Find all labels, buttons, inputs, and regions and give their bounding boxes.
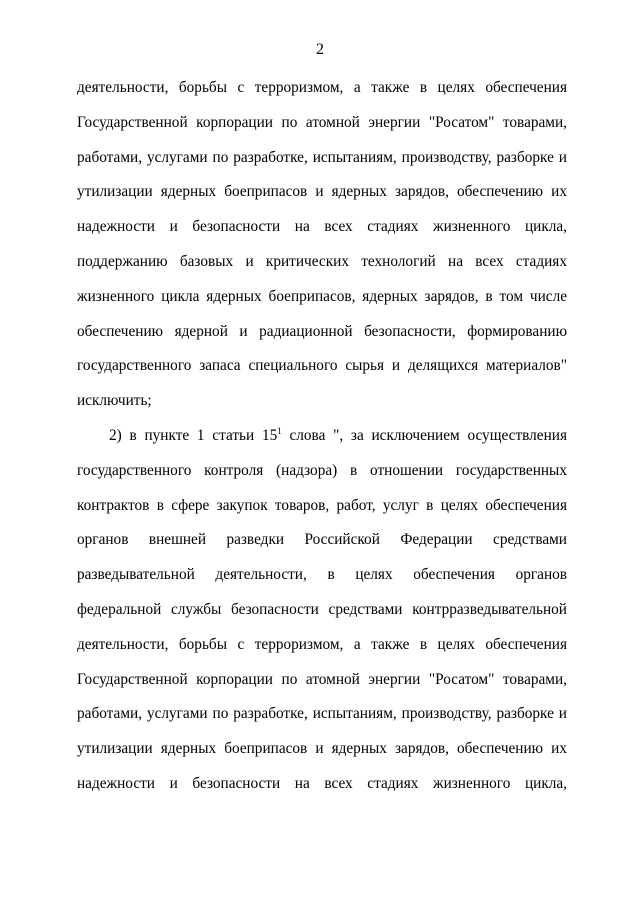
text-line: утилизации ядерных боеприпасов и ядерных зарядов, обеспечению их: [77, 740, 567, 758]
text-line: обеспечению ядерной и радиационной безопасности, формированию: [77, 322, 567, 340]
text-line: исключить;: [77, 392, 152, 410]
text-line: надежности и безопасности на всех стадиях жизненного цикла,: [77, 774, 567, 792]
page-number: 2: [316, 41, 324, 58]
text-line: государственного запаса специального сырья и делящихся материалов": [77, 357, 567, 375]
text-line: жизненного цикла ядерных боеприпасов, ядерных зарядов, в том числе: [77, 287, 567, 305]
text-line: органов внешней разведки Российской Федерации средствами: [77, 531, 567, 549]
text-line: работами, услугами по разработке, испытаниям, производству, разборке и: [77, 705, 567, 723]
text-line: надежности и безопасности на всех стадиях жизненного цикла,: [77, 218, 567, 236]
text-line: контрактов в сфере закупок товаров, работ, услуг в целях обеспечения: [77, 496, 567, 514]
text-line: работами, услугами по разработке, испытаниям, производству, разборке и: [77, 148, 567, 166]
text-line: Государственной корпорации по атомной энергии "Росатом" товарами,: [77, 113, 567, 131]
text-line: Государственной корпорации по атомной энергии "Росатом" товарами,: [77, 670, 567, 688]
item-2-suffix: слова ", за исключением осуществления: [281, 426, 567, 444]
text-line: поддержанию базовых и критических технологий на всех стадиях: [77, 252, 567, 270]
text-line: деятельности, борьбы с терроризмом, а также в целях обеспечения: [77, 635, 567, 653]
text-line: утилизации ядерных боеприпасов и ядерных зарядов, обеспечению их: [77, 183, 567, 201]
document-body: [77, 75, 567, 806]
text-line: разведывательной деятельности, в целях обеспечения органов: [77, 566, 567, 584]
text-line: деятельности, борьбы с терроризмом, а также в целях обеспечения: [77, 79, 567, 96]
item-2-first-line: [77, 423, 567, 458]
article-superscript: 1: [277, 425, 282, 436]
item-2-prefix: 2) в пункте 1 статьи 15: [109, 426, 278, 444]
text-line: государственного контроля (надзора) в отношении государственных: [77, 461, 567, 479]
text-line: федеральной службы безопасности средствами контрразведывательной: [77, 600, 567, 618]
